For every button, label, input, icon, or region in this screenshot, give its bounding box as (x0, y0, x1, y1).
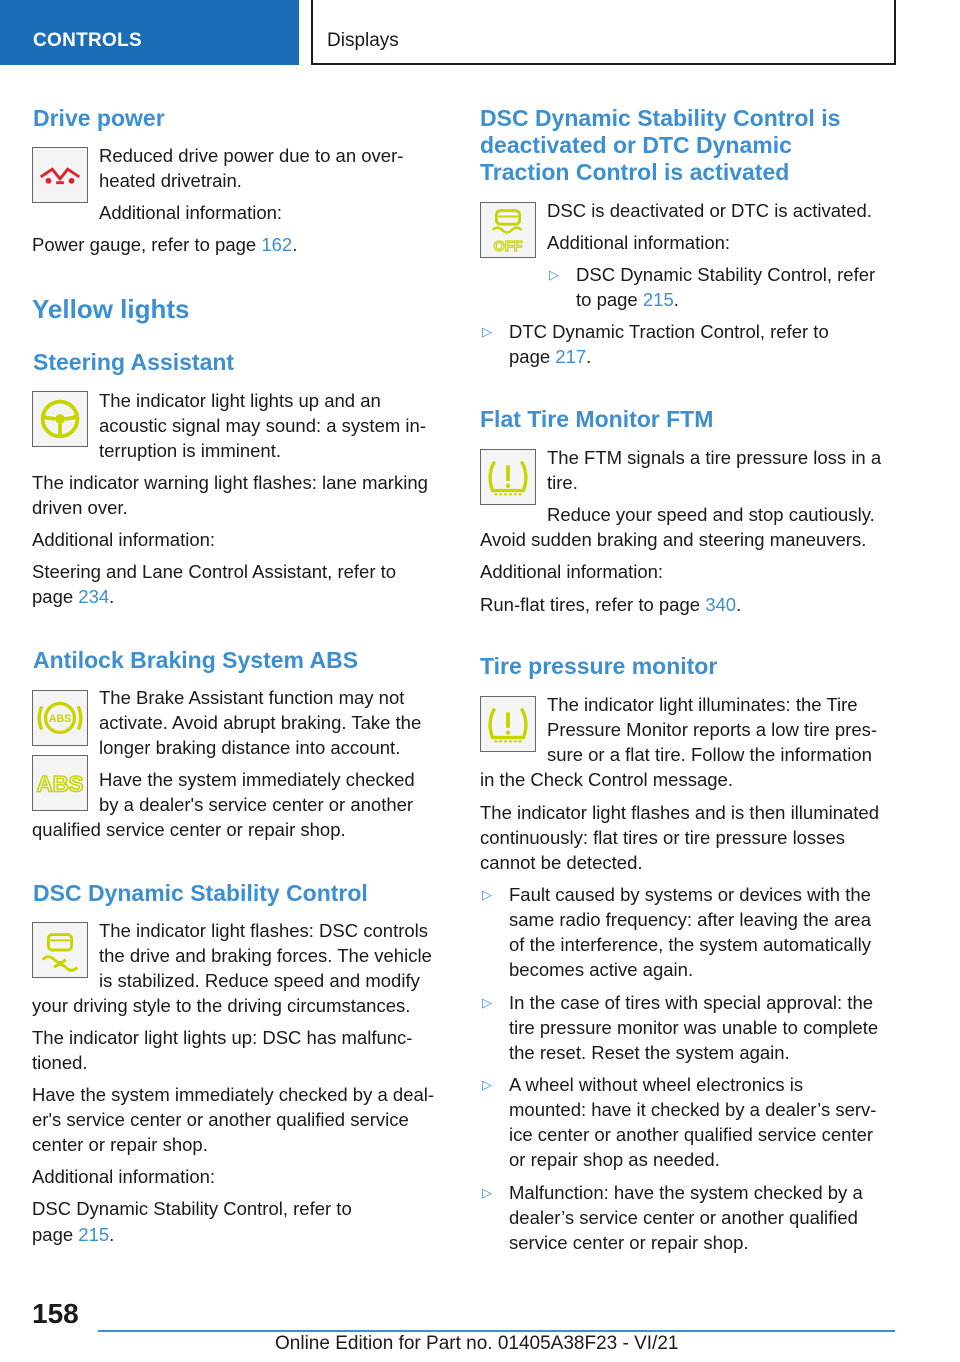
text-line: or repair shop as needed. (509, 1149, 720, 1170)
text-line: Additional information: (32, 529, 216, 550)
bullet-triangle-icon: ▷ (482, 1077, 492, 1092)
heading-dsc-off-line1: DSC Dynamic Stability Control is (480, 105, 841, 131)
text-line: mounted: have it checked by a dealer’s serv- (509, 1099, 877, 1120)
text-line: tioned. (32, 1052, 88, 1073)
drive-power-warning-icon (32, 147, 88, 203)
text-line: to page 215. (576, 289, 679, 310)
section-label: CONTROLS (33, 30, 143, 51)
tire-pressure-warning-icon (480, 696, 536, 752)
page-link[interactable]: 162 (261, 234, 293, 255)
text-line: er's service center or another qualified service (32, 1109, 409, 1130)
heading-dsc-off-line2: deactivated or DTC Dynamic (480, 132, 792, 158)
text-line: Fault caused by systems or devices with the (509, 884, 871, 905)
svg-text:OFF: OFF (493, 239, 523, 256)
text-line: A wheel without wheel electronics is (509, 1074, 804, 1095)
text-line: qualified service center or repair shop. (32, 819, 346, 840)
abs-circle-icon (32, 690, 88, 746)
text-line: Additional information: (32, 1166, 216, 1187)
text-line: The indicator light lights up and an (99, 390, 381, 411)
text-line: The Brake Assistant function may not (99, 687, 405, 708)
dsc-skid-car-icon (32, 922, 88, 978)
text-line: heated drivetrain. (99, 170, 242, 191)
text-line: longer braking distance into account. (99, 737, 401, 758)
text-line: The indicator light illuminates: the Tire (547, 694, 858, 715)
svg-text:ABS: ABS (48, 712, 72, 725)
text-line: sure or a flat tire. Follow the information (547, 744, 872, 765)
text-line: The indicator light flashes: DSC controls (99, 920, 429, 941)
bullet-triangle-icon: ▷ (482, 324, 492, 339)
text-line: of the interference, the system automatically (509, 934, 871, 955)
tire-pressure-warning-icon (480, 449, 536, 505)
text-line: page 215. (32, 1224, 115, 1245)
footer-divider (98, 1330, 895, 1332)
text-line: Additional information: (547, 232, 731, 253)
text-line: acoustic signal may sound: a system in- (99, 415, 426, 436)
page-link[interactable]: 215 (78, 1224, 110, 1245)
page-link[interactable]: 340 (705, 594, 737, 615)
text-line: The indicator light lights up: DSC has malfunc- (32, 1027, 413, 1048)
text-line: activate. Avoid abrupt braking. Take the (99, 712, 422, 733)
text-line: center or repair shop. (32, 1134, 208, 1155)
heading-dsc-off-line3: Traction Control is activated (480, 159, 790, 185)
text-line: in the Check Control message. (480, 769, 733, 790)
bullet-triangle-icon: ▷ (482, 887, 492, 902)
text-line: The indicator light flashes and is then illuminated (480, 802, 880, 823)
abs-text-icon (32, 755, 88, 811)
text-line: Have the system immediately checked by a deal- (32, 1084, 435, 1105)
text-line: DSC Dynamic Stability Control, refer to (32, 1198, 352, 1219)
text-line: DSC is deactivated or DTC is activated. (547, 200, 872, 221)
bullet-triangle-icon: ▷ (482, 1185, 492, 1200)
chapter-tab (311, 0, 896, 65)
edition-note: Online Edition for Part no. 01405A38F23 - VI/21 (275, 1333, 679, 1354)
heading-tire-pressure-monitor: Tire pressure monitor (480, 653, 718, 679)
text-line: Steering and Lane Control Assistant, refer to (32, 561, 397, 582)
text-line: ice center or another qualified service center (509, 1124, 874, 1145)
heading-yellow-lights: Yellow lights (32, 294, 190, 324)
text-line: cannot be detected. (480, 852, 643, 873)
heading-steering-assistant: Steering Assistant (33, 349, 235, 375)
text-line: The FTM signals a tire pressure loss in a (547, 447, 882, 468)
bullet-triangle-icon: ▷ (549, 267, 559, 282)
text-line: continuously: flat tires or tire pressure losses (480, 827, 846, 848)
text-line: same radio frequency: after leaving the area (509, 909, 871, 930)
text-line: Avoid sudden braking and steering maneuvers. (480, 529, 867, 550)
page-link[interactable]: 217 (555, 346, 587, 367)
text-line: Have the system immediately checked (99, 769, 415, 790)
heading-abs: Antilock Braking System ABS (33, 647, 359, 673)
text-line: The indicator warning light flashes: lane marking (32, 472, 428, 493)
text-line: the drive and braking forces. The vehicle (99, 945, 432, 966)
page-link[interactable]: 234 (78, 586, 110, 607)
text-line: page 217. (509, 346, 592, 367)
heading-drive-power: Drive power (33, 105, 165, 131)
text-line: DSC Dynamic Stability Control, refer (576, 264, 876, 285)
text-line: Run-flat tires, refer to page 340. (480, 594, 742, 615)
svg-text:ABS: ABS (36, 771, 84, 797)
text-line: driven over. (32, 497, 128, 518)
section-tab (0, 0, 299, 65)
text-line: Power gauge, refer to page 162. (32, 234, 298, 255)
text-line: by a dealer's service center or another (99, 794, 414, 815)
text-line: your driving style to the driving circumstances. (32, 995, 411, 1016)
text-line: terruption is imminent. (99, 440, 281, 461)
text-line: DTC Dynamic Traction Control, refer to (509, 321, 829, 342)
page-link[interactable]: 215 (642, 289, 674, 310)
text-line: Reduced drive power due to an over- (99, 145, 404, 166)
dsc-off-icon (480, 202, 536, 258)
heading-ftm: Flat Tire Monitor FTM (480, 406, 714, 432)
text-line: service center or repair shop. (509, 1232, 749, 1253)
chapter-label: Displays (327, 30, 399, 51)
text-line: Additional information: (480, 561, 664, 582)
text-line: Reduce your speed and stop cautiously. (547, 504, 875, 525)
text-line: In the case of tires with special approval: the (509, 992, 874, 1013)
text-line: tire pressure monitor was unable to complete (509, 1017, 879, 1038)
text-line: is stabilized. Reduce speed and modify (99, 970, 420, 991)
text-line: tire. (547, 472, 578, 493)
text-line: becomes active again. (509, 959, 694, 980)
text-line: dealer’s service center or another qualified (509, 1207, 858, 1228)
text-line: Additional information: (99, 202, 283, 223)
bullet-triangle-icon: ▷ (482, 995, 492, 1010)
text-line: page 234. (32, 586, 115, 607)
steering-wheel-icon (32, 391, 88, 447)
page-number: 158 (32, 1298, 79, 1329)
text-line: Malfunction: have the system checked by a (509, 1182, 863, 1203)
heading-dsc: DSC Dynamic Stability Control (33, 880, 368, 906)
text-line: Pressure Monitor reports a low tire pres- (547, 719, 878, 740)
text-line: the reset. Reset the system again. (509, 1042, 790, 1063)
